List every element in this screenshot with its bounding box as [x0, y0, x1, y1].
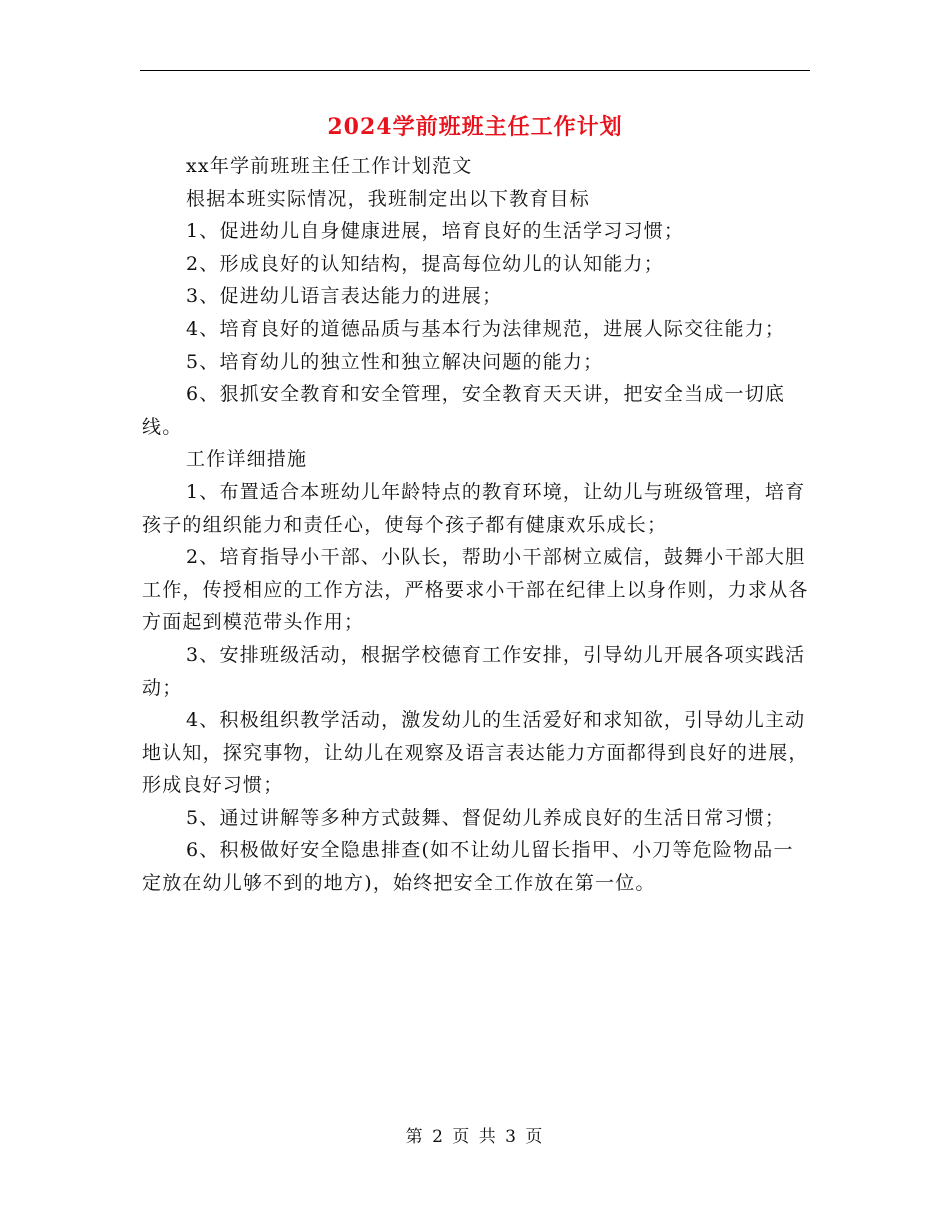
goal-item-3: 3、促进幼儿语言表达能力的进展；	[186, 285, 503, 308]
document-body	[142, 150, 812, 900]
measure-item-1: 1、布置适合本班幼儿年龄特点的教育环境，让幼儿与班级管理，培育孩子的组织能力和责任心，使每个孩子都有健康欢乐成长；	[142, 480, 806, 536]
paragraph-intro: 根据本班实际情况，我班制定出以下教育目标	[186, 187, 591, 210]
goal-item-2: 2、形成良好的认知结构，提高每位幼儿的认知能力；	[186, 252, 664, 275]
paragraph-subtitle: xx年学前班班主任工作计划范文	[186, 155, 473, 177]
measure-item-6: 6、积极做好安全隐患排查(如不让幼儿留长指甲、小刀等危险物品一定放在幼儿够不到的地方)，始终把安全工作放在第一位。	[142, 839, 794, 895]
measure-item-2: 2、培育指导小干部、小队长，帮助小干部树立威信，鼓舞小干部大胆工作，传授相应的工作方法，严格要求小干部在纪律上以身作则，力求从各方面起到模范带头作用；	[142, 546, 809, 634]
goal-item-6: 6、狠抓安全教育和安全管理，安全教育天天讲，把安全当成一切底线。	[142, 383, 786, 438]
measure-item-4: 4、积极组织教学活动，激发幼儿的生活爱好和求知欲，引导幼儿主动地认知，探究事物，让幼儿在观察及语言表达能力方面都得到良好的进展，形成良好习惯；	[142, 709, 809, 797]
page-footer: 第 2 页 共 3 页	[405, 1127, 545, 1147]
measure-item-5: 5、通过讲解等多种方式鼓舞、督促幼儿养成良好的生活日常习惯；	[186, 806, 786, 829]
goal-item-1: 1、促进幼儿自身健康进展，培育良好的生活学习习惯；	[186, 220, 685, 243]
goal-item-5: 5、培育幼儿的独立性和独立解决问题的能力；	[186, 350, 604, 373]
document-title: 2024学前班班主任工作计划	[327, 114, 623, 140]
goal-item-4: 4、培育良好的道德品质与基本行为法律规范，进展人际交往能力；	[186, 317, 786, 340]
section-heading-measures: 工作详细措施	[186, 448, 308, 471]
measure-item-3: 3、安排班级活动，根据学校德育工作安排，引导幼儿开展各项实践活动；	[142, 643, 806, 699]
header-rule	[140, 70, 810, 71]
